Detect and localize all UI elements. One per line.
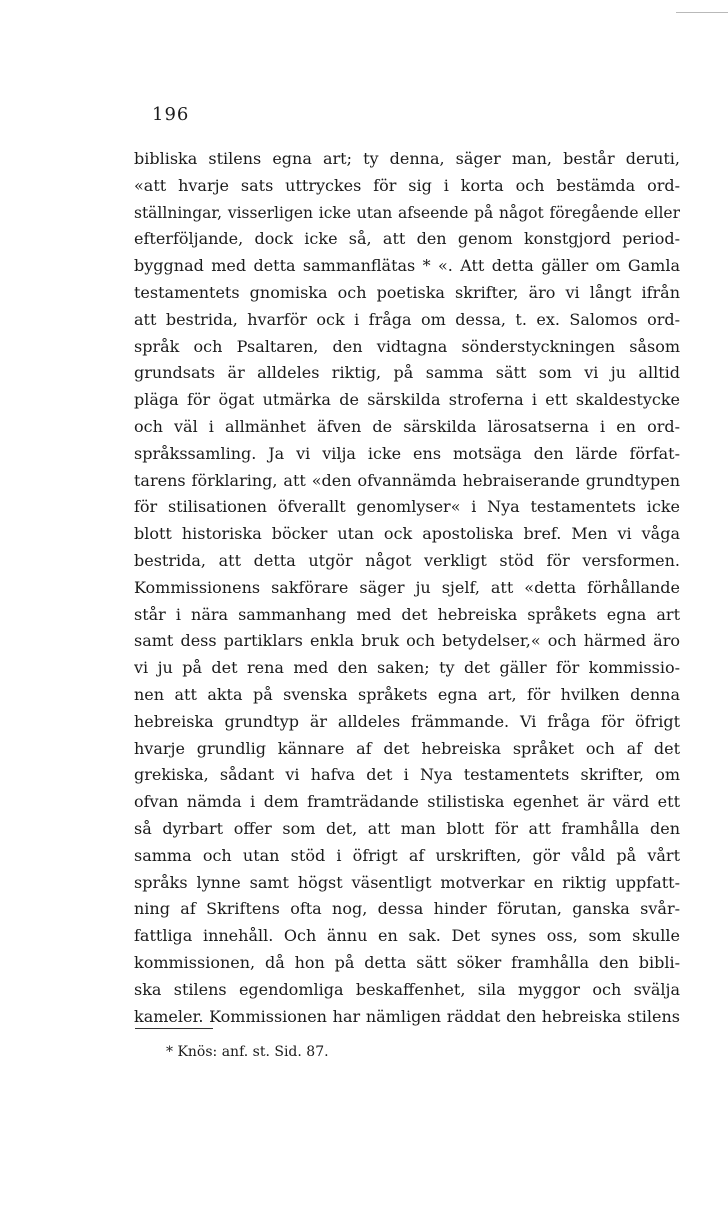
text-line: står i nära sammanhang med det hebreiska språkets egna art: [134, 604, 680, 624]
text-line: samt dess partiklars enkla bruk och betydelser,« och härmed äro: [134, 631, 680, 651]
text-line: tarens förklaring, att «den ofvannämda hebraiserande grundtypen: [134, 470, 680, 490]
text-line: Kommissionens sakförare säger ju sjelf, att «detta förhållande: [134, 577, 680, 597]
text-line: blott historiska böcker utan ock apostoliska bref. Men vi våga: [134, 524, 680, 544]
text-line: hebreiska grundtyp är alldeles främmande. Vi fråga för öfrigt: [134, 711, 680, 731]
text-line: testamentets gnomiska och poetiska skrifter, äro vi långt ifrån: [134, 282, 680, 302]
text-line: ofvan nämda i dem framträdande stilistiska egenhet är värd ett: [134, 792, 680, 812]
text-line: efterföljande, dock icke så, att den genom konstgjord period-: [134, 229, 680, 249]
scan-edge-rule: [676, 12, 728, 13]
text-line: kameler. Kommissionen har nämligen räddat den hebreiska stilens: [134, 1006, 680, 1026]
text-line: grundsats är alldeles riktig, på samma sätt som vi ju alltid: [134, 363, 680, 383]
text-line: att bestrida, hvarför ock i fråga om dessa, t. ex. Salomos ord-: [134, 309, 680, 329]
text-line: bibliska stilens egna art; ty denna, säger man, består deruti,: [134, 149, 680, 168]
text-line: ställningar, visserligen icke utan afseende på något föregående eller: [134, 203, 680, 222]
footnote: * Knös: anf. st. Sid. 87.: [166, 1044, 329, 1060]
text-line: pläga för ögat utmärka de särskilda stroferna i ett skaldestycke: [134, 390, 680, 410]
text-line: bestrida, att detta utgör något verkligt stöd för versformen.: [134, 550, 680, 570]
text-line: fattliga innehåll. Och ännu en sak. Det synes oss, som skulle: [134, 926, 680, 946]
text-line: hvarje grundlig kännare af det hebreiska språket och af det: [134, 738, 680, 758]
text-line: samma och utan stöd i öfrigt af urskriften, gör våld på vårt: [134, 845, 680, 865]
text-line: språks lynne samt högst väsentligt motverkar en riktig uppfatt-: [134, 872, 680, 892]
text-line: «att hvarje sats uttryckes för sig i korta och bestämda ord-: [134, 175, 680, 195]
text-line: språk och Psaltaren, den vidtagna sönderstyckningen såsom: [134, 336, 680, 356]
body-text: [134, 146, 680, 1030]
text-line: kommissionen, då hon på detta sätt söker framhålla den bibli-: [134, 952, 680, 972]
text-line: språkssamling. Ja vi vilja icke ens motsäga den lärde förfat-: [134, 443, 680, 463]
text-line: så dyrbart offer som det, att man blott för att framhålla den: [134, 818, 680, 838]
text-line: byggnad med detta sammanflätas * «. Att detta gäller om Gamla: [134, 256, 680, 276]
text-line: för stilisationen öfverallt genomlyser« i Nya testamentets icke: [134, 497, 680, 517]
footnote-divider: [135, 1028, 213, 1029]
text-line: nen att akta på svenska språkets egna art, för hvilken denna: [134, 684, 680, 704]
text-line: ska stilens egendomliga beskaffenhet, sila myggor och svälja: [134, 979, 680, 999]
text-line: och väl i allmänhet äfven de särskilda lärosatserna i en ord-: [134, 416, 680, 436]
page-number: 196: [152, 104, 190, 125]
text-line: ning af Skriftens ofta nog, dessa hinder förutan, ganska svår-: [134, 899, 680, 919]
text-line: grekiska, sådant vi hafva det i Nya testamentets skrifter, om: [134, 765, 680, 785]
text-line: vi ju på det rena med den saken; ty det gäller för kommissio-: [134, 658, 680, 678]
